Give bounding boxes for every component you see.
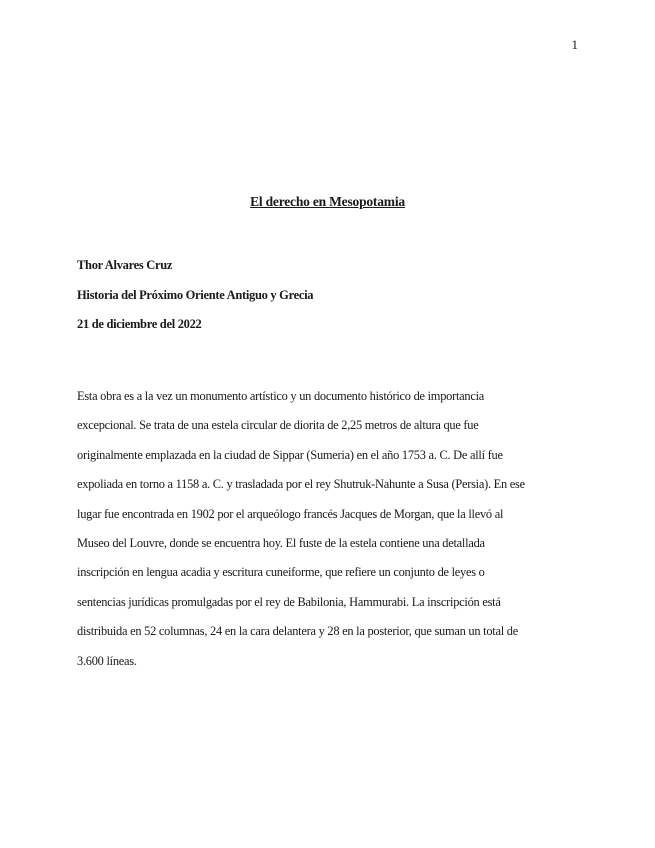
paragraph-line: inscripción en lengua acadia y escritura cuneiforme, que refiere un conjunto de leyes o — [77, 565, 485, 580]
paragraph-line: expoliada en torno a 1158 a. C. y trasladada por el rey Shutruk-Nahunte a Susa (Persia). En ese — [77, 477, 525, 492]
paragraph-line: Esta obra es a la vez un monumento artístico y un documento histórico de importancia — [77, 389, 485, 403]
paragraph-line: lugar fue encontrada en 1902 por el arqueólogo francés Jacques de Morgan, que la llevó al — [77, 506, 504, 521]
document-title: El derecho en Mesopotamia — [250, 194, 405, 209]
paragraph-line: 3.600 líneas. — [77, 653, 137, 668]
paragraph-line: originalmente emplazada en la ciudad de Sippar (Sumeria) en el año 1753 a. C. De allí fue — [77, 447, 503, 462]
paragraph-line: Museo del Louvre, donde se encuentra hoy. El fuste de la estela contiene una detallada — [77, 536, 485, 551]
document-date: 21 de diciembre del 2022 — [77, 317, 202, 331]
paragraph-line: distribuida en 52 columnas, 24 en la cara delantera y 28 en la posterior, que suman un total de — [77, 624, 518, 639]
paragraph-line: excepcional. Se trata de una estela circular de diorita de 2,25 metros de altura que fue — [77, 418, 479, 433]
author-name: Thor Alvares Cruz — [77, 258, 173, 272]
body-paragraph — [77, 382, 575, 676]
page-number: 1 — [571, 37, 578, 52]
course-name: Historia del Próximo Oriente Antiguo y Grecia — [77, 288, 314, 302]
paragraph-line: sentencias jurídicas promulgadas por el rey de Babilonia, Hammurabi. La inscripción está — [77, 594, 501, 609]
